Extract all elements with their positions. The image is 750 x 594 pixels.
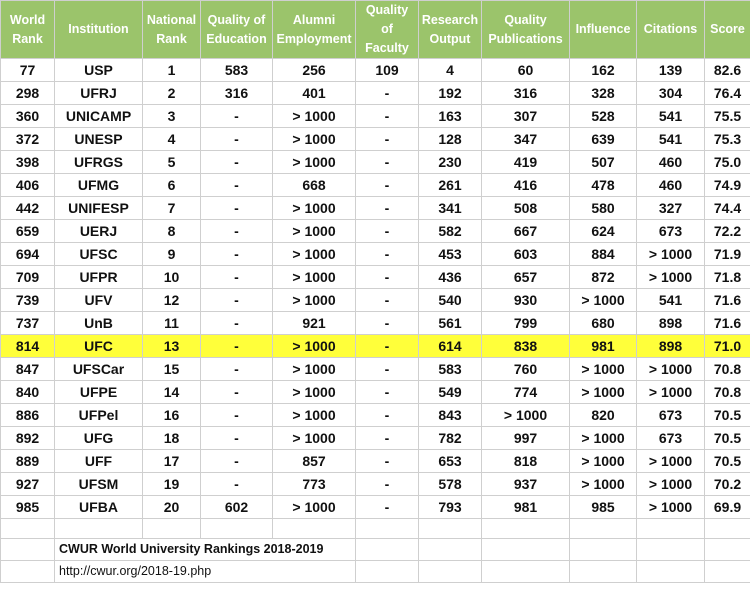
cell-alumni-employment: > 1000 bbox=[273, 358, 356, 381]
cell-world-rank: 927 bbox=[1, 473, 55, 496]
cell-world-rank: 814 bbox=[1, 335, 55, 358]
table-row bbox=[1, 266, 750, 289]
header-quality-of-education: Quality of Education bbox=[201, 1, 273, 59]
table-row bbox=[1, 404, 750, 427]
footer-url-row bbox=[1, 561, 750, 583]
cell-national-rank: 13 bbox=[143, 335, 201, 358]
table-row bbox=[1, 289, 750, 312]
cell-quality-of-education: - bbox=[201, 358, 273, 381]
cell-score: 70.5 bbox=[705, 427, 750, 450]
cell-quality-of-faculty: - bbox=[356, 358, 419, 381]
cell-quality-of-education: - bbox=[201, 312, 273, 335]
cell-influence: 478 bbox=[570, 174, 637, 197]
cell-alumni-employment: 857 bbox=[273, 450, 356, 473]
cell-citations: 541 bbox=[637, 105, 705, 128]
cell-research-output: 192 bbox=[419, 82, 482, 105]
cell-quality-of-education: - bbox=[201, 128, 273, 151]
table-row bbox=[1, 220, 750, 243]
cell-national-rank: 5 bbox=[143, 151, 201, 174]
cell-score: 70.5 bbox=[705, 450, 750, 473]
cell-alumni-employment: > 1000 bbox=[273, 496, 356, 519]
cell-alumni-employment: 773 bbox=[273, 473, 356, 496]
header-world-rank: World Rank bbox=[1, 1, 55, 59]
cell-citations: 304 bbox=[637, 82, 705, 105]
cell-citations: 541 bbox=[637, 289, 705, 312]
cell-world-rank: 892 bbox=[1, 427, 55, 450]
cell-quality-of-education: 316 bbox=[201, 82, 273, 105]
cell-research-output: 230 bbox=[419, 151, 482, 174]
cell-institution: UFBA bbox=[55, 496, 143, 519]
cell-score: 75.3 bbox=[705, 128, 750, 151]
cell-influence: > 1000 bbox=[570, 427, 637, 450]
cell-score: 71.0 bbox=[705, 335, 750, 358]
header-influence: Influence bbox=[570, 1, 637, 59]
cell-alumni-employment: > 1000 bbox=[273, 427, 356, 450]
cell-influence: > 1000 bbox=[570, 450, 637, 473]
cell-institution: UFSM bbox=[55, 473, 143, 496]
table-row bbox=[1, 128, 750, 151]
cell-quality-publications: 603 bbox=[482, 243, 570, 266]
cell-national-rank: 8 bbox=[143, 220, 201, 243]
cell-quality-of-faculty: - bbox=[356, 404, 419, 427]
table-row bbox=[1, 473, 750, 496]
cell-national-rank: 12 bbox=[143, 289, 201, 312]
cell-research-output: 128 bbox=[419, 128, 482, 151]
cell-citations: 898 bbox=[637, 335, 705, 358]
cell-alumni-employment: > 1000 bbox=[273, 151, 356, 174]
cell-world-rank: 739 bbox=[1, 289, 55, 312]
cell-influence: > 1000 bbox=[570, 289, 637, 312]
cell-alumni-employment: > 1000 bbox=[273, 335, 356, 358]
cell-quality-of-faculty: - bbox=[356, 335, 419, 358]
cell-world-rank: 840 bbox=[1, 381, 55, 404]
cell-institution: UNICAMP bbox=[55, 105, 143, 128]
cell-world-rank: 298 bbox=[1, 82, 55, 105]
cell-national-rank: 9 bbox=[143, 243, 201, 266]
cell-quality-of-faculty: - bbox=[356, 82, 419, 105]
cell-national-rank: 3 bbox=[143, 105, 201, 128]
cell-world-rank: 398 bbox=[1, 151, 55, 174]
blank-row bbox=[1, 519, 750, 539]
cell-alumni-employment: > 1000 bbox=[273, 381, 356, 404]
cell-institution: UFSCar bbox=[55, 358, 143, 381]
header-row bbox=[1, 1, 750, 59]
cell-national-rank: 10 bbox=[143, 266, 201, 289]
cell-research-output: 782 bbox=[419, 427, 482, 450]
cell-score: 75.0 bbox=[705, 151, 750, 174]
cell-alumni-employment: > 1000 bbox=[273, 266, 356, 289]
cell-institution: UFPel bbox=[55, 404, 143, 427]
cell-research-output: 453 bbox=[419, 243, 482, 266]
cell-alumni-employment: > 1000 bbox=[273, 289, 356, 312]
cell-world-rank: 737 bbox=[1, 312, 55, 335]
header-citations: Citations bbox=[637, 1, 705, 59]
cell-influence: > 1000 bbox=[570, 358, 637, 381]
cell-national-rank: 17 bbox=[143, 450, 201, 473]
cell-quality-publications: 937 bbox=[482, 473, 570, 496]
cell-quality-publications: 818 bbox=[482, 450, 570, 473]
cell-quality-of-faculty: - bbox=[356, 174, 419, 197]
cell-institution: UFC bbox=[55, 335, 143, 358]
cell-world-rank: 709 bbox=[1, 266, 55, 289]
table-row bbox=[1, 151, 750, 174]
cell-quality-of-education: - bbox=[201, 266, 273, 289]
cell-institution: UFSC bbox=[55, 243, 143, 266]
cell-world-rank: 360 bbox=[1, 105, 55, 128]
cell-influence: 328 bbox=[570, 82, 637, 105]
table-row bbox=[1, 105, 750, 128]
header-alumni-employment: Alumni Employment bbox=[273, 1, 356, 59]
cell-quality-publications: 60 bbox=[482, 59, 570, 82]
cell-research-output: 578 bbox=[419, 473, 482, 496]
cell-alumni-employment: > 1000 bbox=[273, 128, 356, 151]
cell-influence: 884 bbox=[570, 243, 637, 266]
cell-research-output: 843 bbox=[419, 404, 482, 427]
cell-quality-of-faculty: - bbox=[356, 427, 419, 450]
cell-research-output: 583 bbox=[419, 358, 482, 381]
cell-quality-of-education: - bbox=[201, 105, 273, 128]
cell-alumni-employment: 256 bbox=[273, 59, 356, 82]
cell-citations: 139 bbox=[637, 59, 705, 82]
cell-citations: 673 bbox=[637, 220, 705, 243]
cell-quality-of-education: - bbox=[201, 335, 273, 358]
cell-research-output: 540 bbox=[419, 289, 482, 312]
cell-institution: UFG bbox=[55, 427, 143, 450]
cell-institution: UnB bbox=[55, 312, 143, 335]
cell-quality-of-faculty: - bbox=[356, 197, 419, 220]
cell-citations: > 1000 bbox=[637, 381, 705, 404]
cell-institution: UFRJ bbox=[55, 82, 143, 105]
cell-score: 71.6 bbox=[705, 289, 750, 312]
cell-quality-of-education: - bbox=[201, 243, 273, 266]
cell-research-output: 793 bbox=[419, 496, 482, 519]
cell-alumni-employment: > 1000 bbox=[273, 197, 356, 220]
table-row bbox=[1, 335, 750, 358]
cell-quality-of-faculty: - bbox=[356, 381, 419, 404]
cell-national-rank: 6 bbox=[143, 174, 201, 197]
cell-citations: 327 bbox=[637, 197, 705, 220]
cell-quality-of-faculty: - bbox=[356, 266, 419, 289]
cell-citations: 673 bbox=[637, 427, 705, 450]
cell-influence: > 1000 bbox=[570, 381, 637, 404]
cell-quality-of-education: - bbox=[201, 473, 273, 496]
cell-quality-publications: 930 bbox=[482, 289, 570, 312]
cell-national-rank: 18 bbox=[143, 427, 201, 450]
header-institution: Institution bbox=[55, 1, 143, 59]
cell-research-output: 561 bbox=[419, 312, 482, 335]
cell-research-output: 163 bbox=[419, 105, 482, 128]
cell-quality-of-education: - bbox=[201, 220, 273, 243]
cell-national-rank: 1 bbox=[143, 59, 201, 82]
table-row bbox=[1, 427, 750, 450]
cell-citations: 460 bbox=[637, 151, 705, 174]
cell-quality-publications: 657 bbox=[482, 266, 570, 289]
cell-institution: UFF bbox=[55, 450, 143, 473]
cell-institution: UFPE bbox=[55, 381, 143, 404]
table-row bbox=[1, 82, 750, 105]
cell-score: 70.2 bbox=[705, 473, 750, 496]
cell-quality-publications: 419 bbox=[482, 151, 570, 174]
cell-score: 70.5 bbox=[705, 404, 750, 427]
cell-quality-publications: 997 bbox=[482, 427, 570, 450]
cell-score: 76.4 bbox=[705, 82, 750, 105]
cell-influence: 639 bbox=[570, 128, 637, 151]
cell-quality-of-faculty: - bbox=[356, 128, 419, 151]
cell-quality-publications: 508 bbox=[482, 197, 570, 220]
cell-quality-of-faculty: - bbox=[356, 289, 419, 312]
cell-influence: 528 bbox=[570, 105, 637, 128]
cell-influence: 820 bbox=[570, 404, 637, 427]
cell-influence: 580 bbox=[570, 197, 637, 220]
cell-quality-publications: 416 bbox=[482, 174, 570, 197]
table-row bbox=[1, 358, 750, 381]
cell-world-rank: 886 bbox=[1, 404, 55, 427]
cell-alumni-employment: 921 bbox=[273, 312, 356, 335]
cell-citations: 898 bbox=[637, 312, 705, 335]
cell-quality-of-faculty: - bbox=[356, 243, 419, 266]
cell-score: 69.9 bbox=[705, 496, 750, 519]
header-quality-publications: Quality Publications bbox=[482, 1, 570, 59]
cell-influence: 507 bbox=[570, 151, 637, 174]
cell-alumni-employment: > 1000 bbox=[273, 220, 356, 243]
cell-score: 70.8 bbox=[705, 358, 750, 381]
cell-quality-publications: 347 bbox=[482, 128, 570, 151]
cell-research-output: 261 bbox=[419, 174, 482, 197]
cell-world-rank: 985 bbox=[1, 496, 55, 519]
header-score: Score bbox=[705, 1, 750, 59]
cell-quality-of-faculty: - bbox=[356, 473, 419, 496]
header-quality-of-faculty: Quality of Faculty bbox=[356, 1, 419, 59]
cell-quality-of-education: - bbox=[201, 151, 273, 174]
cell-alumni-employment: 401 bbox=[273, 82, 356, 105]
cell-quality-of-education: - bbox=[201, 427, 273, 450]
cell-quality-of-education: - bbox=[201, 174, 273, 197]
cell-influence: 872 bbox=[570, 266, 637, 289]
cell-national-rank: 4 bbox=[143, 128, 201, 151]
table-row bbox=[1, 450, 750, 473]
cell-institution: UFRGS bbox=[55, 151, 143, 174]
cell-institution: UERJ bbox=[55, 220, 143, 243]
cell-score: 72.2 bbox=[705, 220, 750, 243]
cell-citations: > 1000 bbox=[637, 243, 705, 266]
cell-institution: UNIFESP bbox=[55, 197, 143, 220]
cell-quality-of-education: - bbox=[201, 197, 273, 220]
header-national-rank: National Rank bbox=[143, 1, 201, 59]
cell-quality-of-faculty: - bbox=[356, 220, 419, 243]
table-row bbox=[1, 174, 750, 197]
cell-world-rank: 659 bbox=[1, 220, 55, 243]
cell-score: 74.4 bbox=[705, 197, 750, 220]
cell-citations: > 1000 bbox=[637, 496, 705, 519]
cell-influence: 985 bbox=[570, 496, 637, 519]
cell-quality-of-education: 583 bbox=[201, 59, 273, 82]
cell-institution: UNESP bbox=[55, 128, 143, 151]
cell-national-rank: 15 bbox=[143, 358, 201, 381]
cell-influence: 680 bbox=[570, 312, 637, 335]
cell-research-output: 436 bbox=[419, 266, 482, 289]
cell-citations: 673 bbox=[637, 404, 705, 427]
cell-influence: 162 bbox=[570, 59, 637, 82]
cell-institution: UFMG bbox=[55, 174, 143, 197]
cell-influence: > 1000 bbox=[570, 473, 637, 496]
footer-url: http://cwur.org/2018-19.php bbox=[55, 561, 356, 583]
cell-quality-of-faculty: - bbox=[356, 151, 419, 174]
cell-score: 75.5 bbox=[705, 105, 750, 128]
cell-citations: > 1000 bbox=[637, 473, 705, 496]
cell-quality-of-faculty: - bbox=[356, 496, 419, 519]
cell-research-output: 614 bbox=[419, 335, 482, 358]
cell-score: 70.8 bbox=[705, 381, 750, 404]
cell-quality-of-faculty: 109 bbox=[356, 59, 419, 82]
header-research-output: Research Output bbox=[419, 1, 482, 59]
cell-citations: > 1000 bbox=[637, 358, 705, 381]
cell-quality-publications: 799 bbox=[482, 312, 570, 335]
cell-quality-of-education: - bbox=[201, 404, 273, 427]
cell-national-rank: 11 bbox=[143, 312, 201, 335]
cell-quality-of-education: - bbox=[201, 450, 273, 473]
cell-quality-of-education: - bbox=[201, 381, 273, 404]
cell-quality-of-faculty: - bbox=[356, 312, 419, 335]
table-body bbox=[1, 59, 750, 519]
cell-alumni-employment: > 1000 bbox=[273, 404, 356, 427]
cell-score: 71.8 bbox=[705, 266, 750, 289]
cell-quality-publications: 307 bbox=[482, 105, 570, 128]
cell-quality-publications: 838 bbox=[482, 335, 570, 358]
cell-world-rank: 406 bbox=[1, 174, 55, 197]
cell-world-rank: 694 bbox=[1, 243, 55, 266]
cell-influence: 624 bbox=[570, 220, 637, 243]
table-row bbox=[1, 312, 750, 335]
cell-alumni-employment: > 1000 bbox=[273, 105, 356, 128]
cell-national-rank: 7 bbox=[143, 197, 201, 220]
cell-alumni-employment: > 1000 bbox=[273, 243, 356, 266]
cell-quality-publications: 774 bbox=[482, 381, 570, 404]
cell-world-rank: 889 bbox=[1, 450, 55, 473]
cell-quality-publications: 316 bbox=[482, 82, 570, 105]
cell-research-output: 549 bbox=[419, 381, 482, 404]
cell-institution: UFPR bbox=[55, 266, 143, 289]
cell-quality-publications: 667 bbox=[482, 220, 570, 243]
cell-alumni-employment: 668 bbox=[273, 174, 356, 197]
cell-score: 74.9 bbox=[705, 174, 750, 197]
table-row bbox=[1, 381, 750, 404]
cell-quality-of-education: 602 bbox=[201, 496, 273, 519]
cell-score: 71.6 bbox=[705, 312, 750, 335]
table-row bbox=[1, 496, 750, 519]
cell-citations: 460 bbox=[637, 174, 705, 197]
table-row bbox=[1, 243, 750, 266]
cell-research-output: 582 bbox=[419, 220, 482, 243]
cell-world-rank: 77 bbox=[1, 59, 55, 82]
cell-world-rank: 442 bbox=[1, 197, 55, 220]
cell-world-rank: 847 bbox=[1, 358, 55, 381]
cell-citations: > 1000 bbox=[637, 266, 705, 289]
cell-quality-publications: 760 bbox=[482, 358, 570, 381]
cell-national-rank: 20 bbox=[143, 496, 201, 519]
cell-national-rank: 16 bbox=[143, 404, 201, 427]
cell-citations: 541 bbox=[637, 128, 705, 151]
cell-influence: 981 bbox=[570, 335, 637, 358]
table-row bbox=[1, 197, 750, 220]
cell-quality-of-faculty: - bbox=[356, 105, 419, 128]
cell-institution: USP bbox=[55, 59, 143, 82]
cell-citations: > 1000 bbox=[637, 450, 705, 473]
cell-institution: UFV bbox=[55, 289, 143, 312]
cell-quality-of-education: - bbox=[201, 289, 273, 312]
footer-title: CWUR World University Rankings 2018-2019 bbox=[55, 539, 356, 561]
cell-score: 82.6 bbox=[705, 59, 750, 82]
cell-national-rank: 14 bbox=[143, 381, 201, 404]
footer-title-row bbox=[1, 539, 750, 561]
cell-score: 71.9 bbox=[705, 243, 750, 266]
cell-national-rank: 2 bbox=[143, 82, 201, 105]
cell-world-rank: 372 bbox=[1, 128, 55, 151]
cell-quality-publications: 981 bbox=[482, 496, 570, 519]
cell-quality-publications: > 1000 bbox=[482, 404, 570, 427]
table-row bbox=[1, 59, 750, 82]
cell-research-output: 653 bbox=[419, 450, 482, 473]
cell-quality-of-faculty: - bbox=[356, 450, 419, 473]
cell-research-output: 341 bbox=[419, 197, 482, 220]
cell-national-rank: 19 bbox=[143, 473, 201, 496]
cell-research-output: 4 bbox=[419, 59, 482, 82]
